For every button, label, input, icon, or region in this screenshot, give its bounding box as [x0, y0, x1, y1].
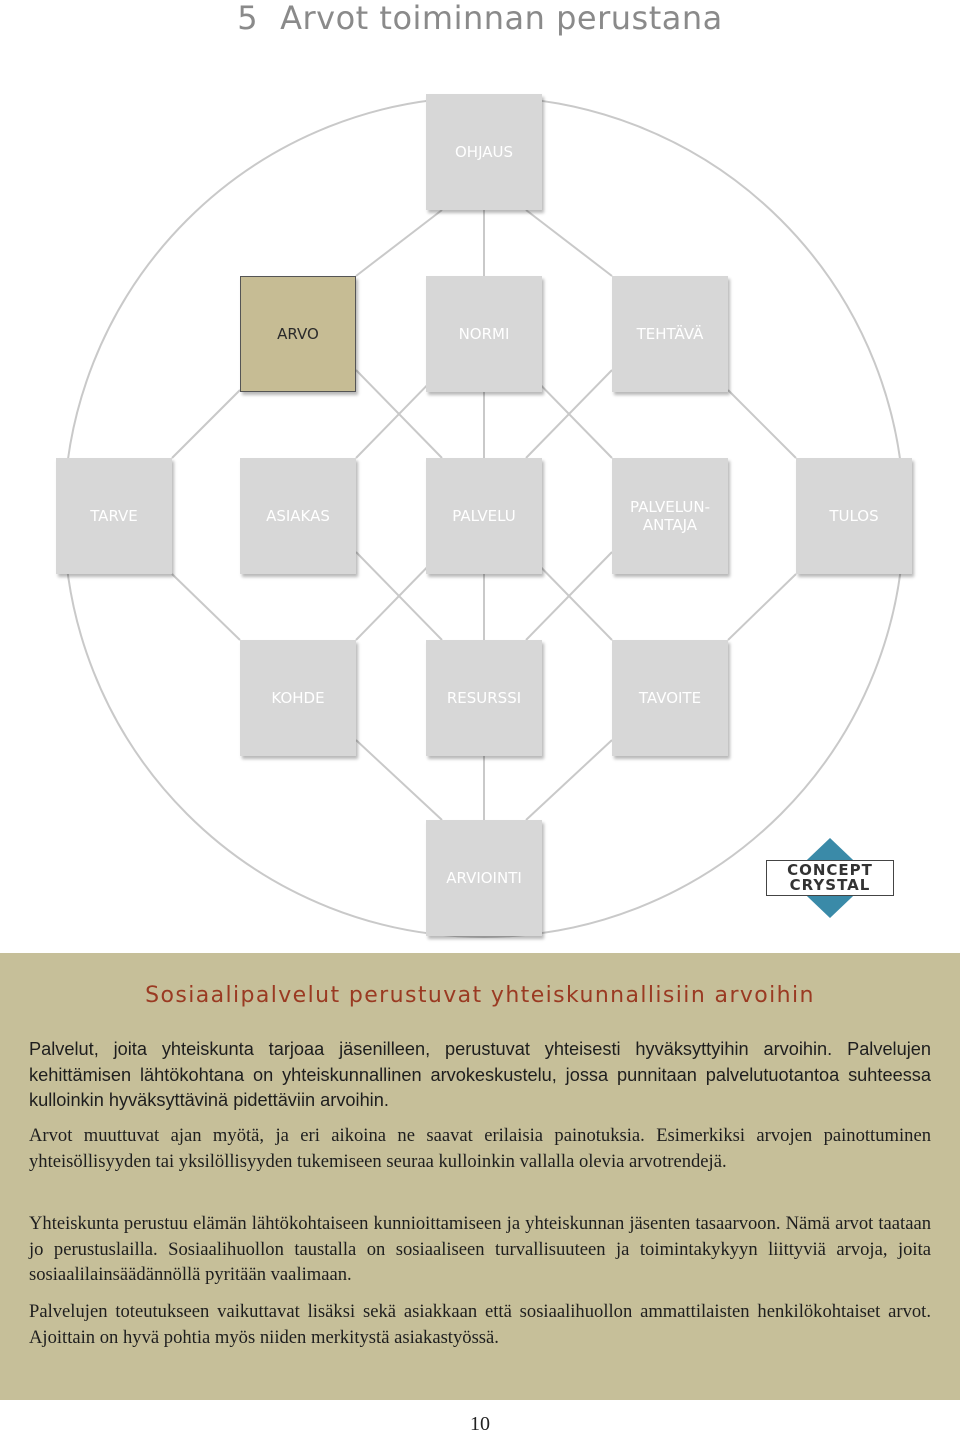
- node-tarve: TARVE: [56, 458, 172, 574]
- paragraph-1: Palvelut, joita yhteiskunta tarjoaa jäsenilleen, perustuvat yhteisesti hyväksyttyihin arvoihin. Palvelujen kehittämisen lähtökohtana on yhteiskunnallinen arvokeskustelu, jossa punnitaan palvelutuotantoa suhteessa kulloinkin hyväksyttävinä pidettäviin arvoihin.: [29, 1039, 931, 1110]
- node-arvo: ARVO: [240, 276, 356, 392]
- page-number: 10: [470, 1413, 490, 1435]
- logo-wordmark: [766, 860, 894, 896]
- section-number: 5: [237, 0, 259, 37]
- node-ohjaus: OHJAUS: [426, 94, 542, 210]
- logo-line-2: CRYSTAL: [789, 876, 871, 894]
- node-palvelun-antaja: PALVELUN- ANTAJA: [612, 458, 728, 574]
- node-asiakas: ASIAKAS: [240, 458, 356, 574]
- node-arviointi: ARVIOINTI: [426, 820, 542, 936]
- paragraph-2: Arvot muuttuvat ajan myötä, ja eri aikoina ne saavat erilaisia painotuksia. Esimerkiksi arvojen painottuminen yhteisöllisyyden tai yksilöllisyyden tukemiseen seuraa kulloinkin vallalla olevia arvotrendejä.: [29, 1125, 931, 1172]
- paragraph-4: Palvelujen toteutukseen vaikuttavat lisäksi sekä asiakkaan että sosiaalihuollon ammattilaisten henkilökohtaiset arvot. Ajoittain on hyvä pohtia myös niiden merkitystä asiakastyössä.: [29, 1301, 931, 1348]
- paragraph-3: Yhteiskunta perustuu elämän lähtökohtaiseen kunnioittamiseen ja yhteiskunnan jäsenten tasaarvoon. Nämä arvot taataan jo perustuslailla. Sosiaalihuollon taustalla on sosiaaliseen turvallisuuteen ja toimintakykyyn liittyviä arvoja, joita sosiaalilainsäädännöllä pyritään vaalimaan.: [29, 1213, 931, 1285]
- info-panel: [0, 953, 960, 1400]
- node-tavoite: TAVOITE: [612, 640, 728, 756]
- node-tehtava: TEHTÄVÄ: [612, 276, 728, 392]
- node-normi: NORMI: [426, 276, 542, 392]
- node-palvelu: PALVELU: [426, 458, 542, 574]
- section-title: Arvot toiminnan perustana: [280, 0, 723, 37]
- logo-line-1: CONCEPT: [787, 861, 873, 879]
- concept-crystal-logo: [762, 836, 898, 920]
- node-resurssi: RESURSSI: [426, 640, 542, 756]
- panel-title: Sosiaalipalvelut perustuvat yhteiskunnallisiin arvoihin: [145, 983, 815, 1008]
- node-kohde: KOHDE: [240, 640, 356, 756]
- node-tulos: TULOS: [796, 458, 912, 574]
